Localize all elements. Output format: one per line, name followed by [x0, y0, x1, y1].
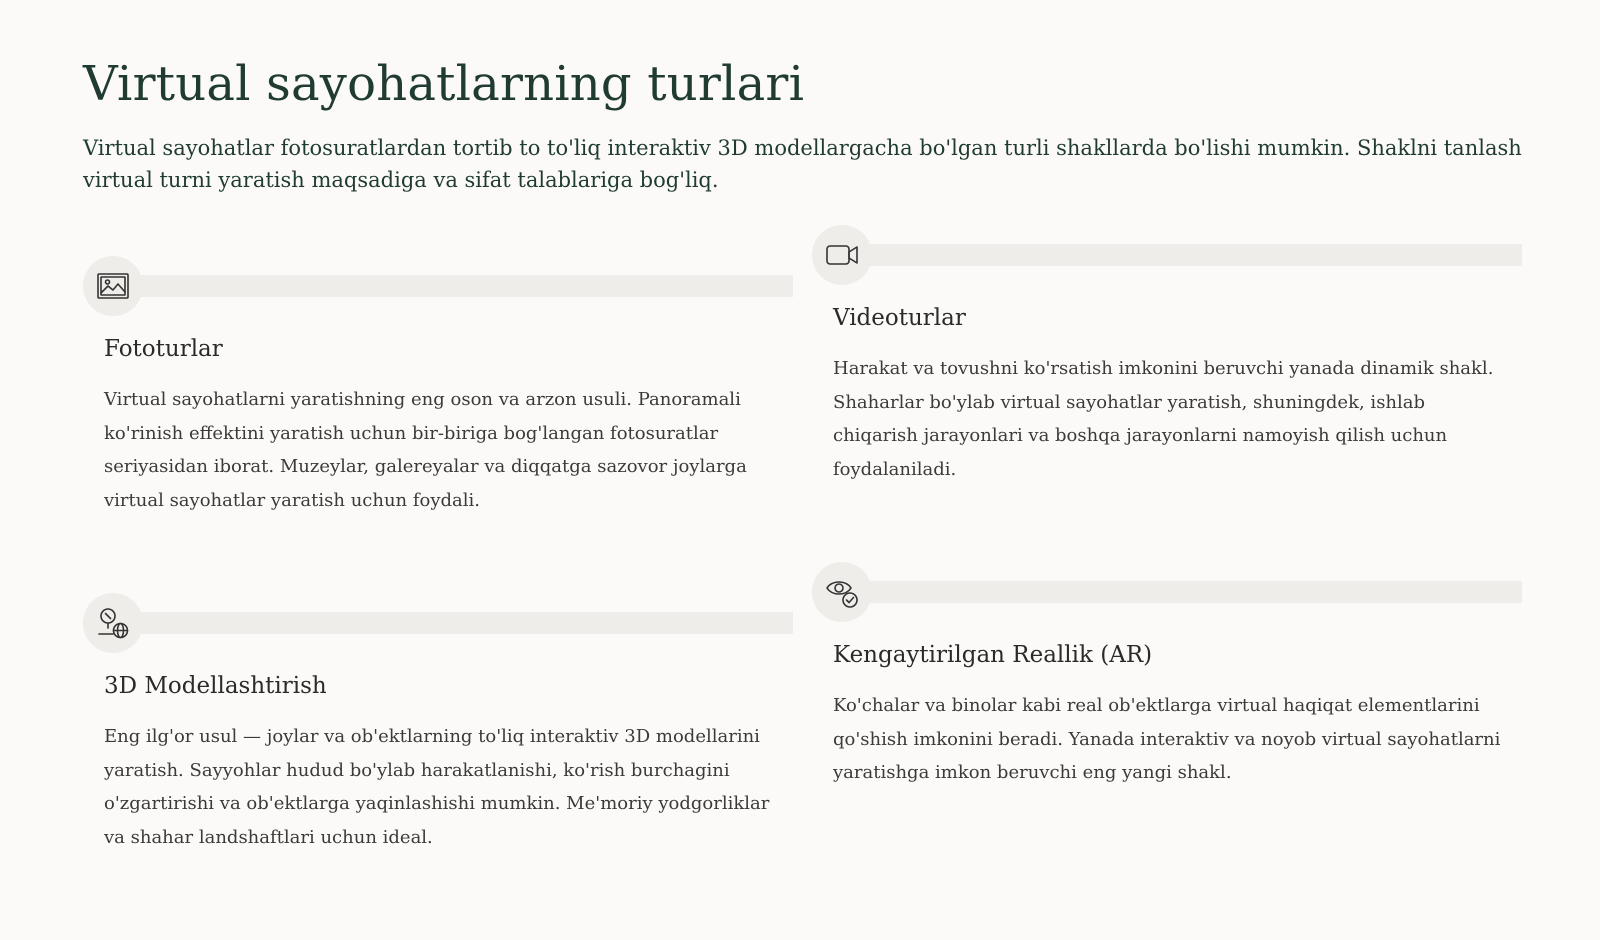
eye-check-icon: [824, 574, 860, 610]
page-title: Virtual sayohatlarning turlari: [83, 56, 805, 112]
card-accent-bar: [113, 612, 793, 634]
card-icon-circle: [83, 593, 143, 653]
card-icon-circle: [812, 562, 872, 622]
intro-paragraph: Virtual sayohatlar fotosuratlardan tortib to to'liq interaktiv 3D modellargacha bo'lgan turli shakllarda bo'lishi mumkin. Shaklni tanlash virtual turni yaratish maqsadiga va sifat talablariga bog'liq.: [83, 136, 1522, 192]
card-title: 3D Modellashtirish: [104, 673, 327, 699]
card-accent-bar: [842, 244, 1522, 266]
globe-pin-icon: [95, 605, 131, 641]
card-accent-bar: [842, 581, 1522, 603]
card-icon-circle: [83, 256, 143, 316]
card-description: Virtual sayohatlarni yaratishning eng oson va arzon usuli. Panoramali ko'rinish effektini yaratish uchun bir-biriga bog'langan fotosuratlar seriyasidan iborat. Muzeylar, galereyalar va diqqatga sazovor joylarga virtual sayohatlar yaratish uchun foydali.: [104, 389, 747, 511]
card-title: Kengaytirilgan Reallik (AR): [833, 642, 1153, 668]
card-title: Videoturlar: [833, 305, 966, 331]
card-description: Harakat va tovushni ko'rsatish imkonini beruvchi yanada dinamik shakl. Shaharlar bo'ylab virtual sayohatlar yaratish, shuningdek, ishlab chiqarish jarayonlari va boshqa jarayonlarni namoyish qilish uchun foydalaniladi.: [833, 358, 1494, 480]
card-icon-circle: [812, 225, 872, 285]
card-description: Eng ilg'or usul — joylar va ob'ektlarning to'liq interaktiv 3D modellarini yaratish. Sayyohlar hudud bo'ylab harakatlanishi, ko'rish burchagini o'zgartirishi va ob'ektlarga yaqinlashishi mumkin. Me'moriy yodgorliklar va shahar landshaftlari uchun ideal.: [104, 726, 770, 848]
card-title: Fototurlar: [104, 336, 223, 362]
card-description: Ko'chalar va binolar kabi real ob'ektlarga virtual haqiqat elementlarini qo'shish imkonini beradi. Yanada interaktiv va noyob virtual sayohatlarni yaratishga imkon beruvchi eng yangi shakl.: [833, 695, 1501, 783]
video-camera-icon: [824, 237, 860, 273]
image-icon: [95, 268, 131, 304]
card-accent-bar: [113, 275, 793, 297]
